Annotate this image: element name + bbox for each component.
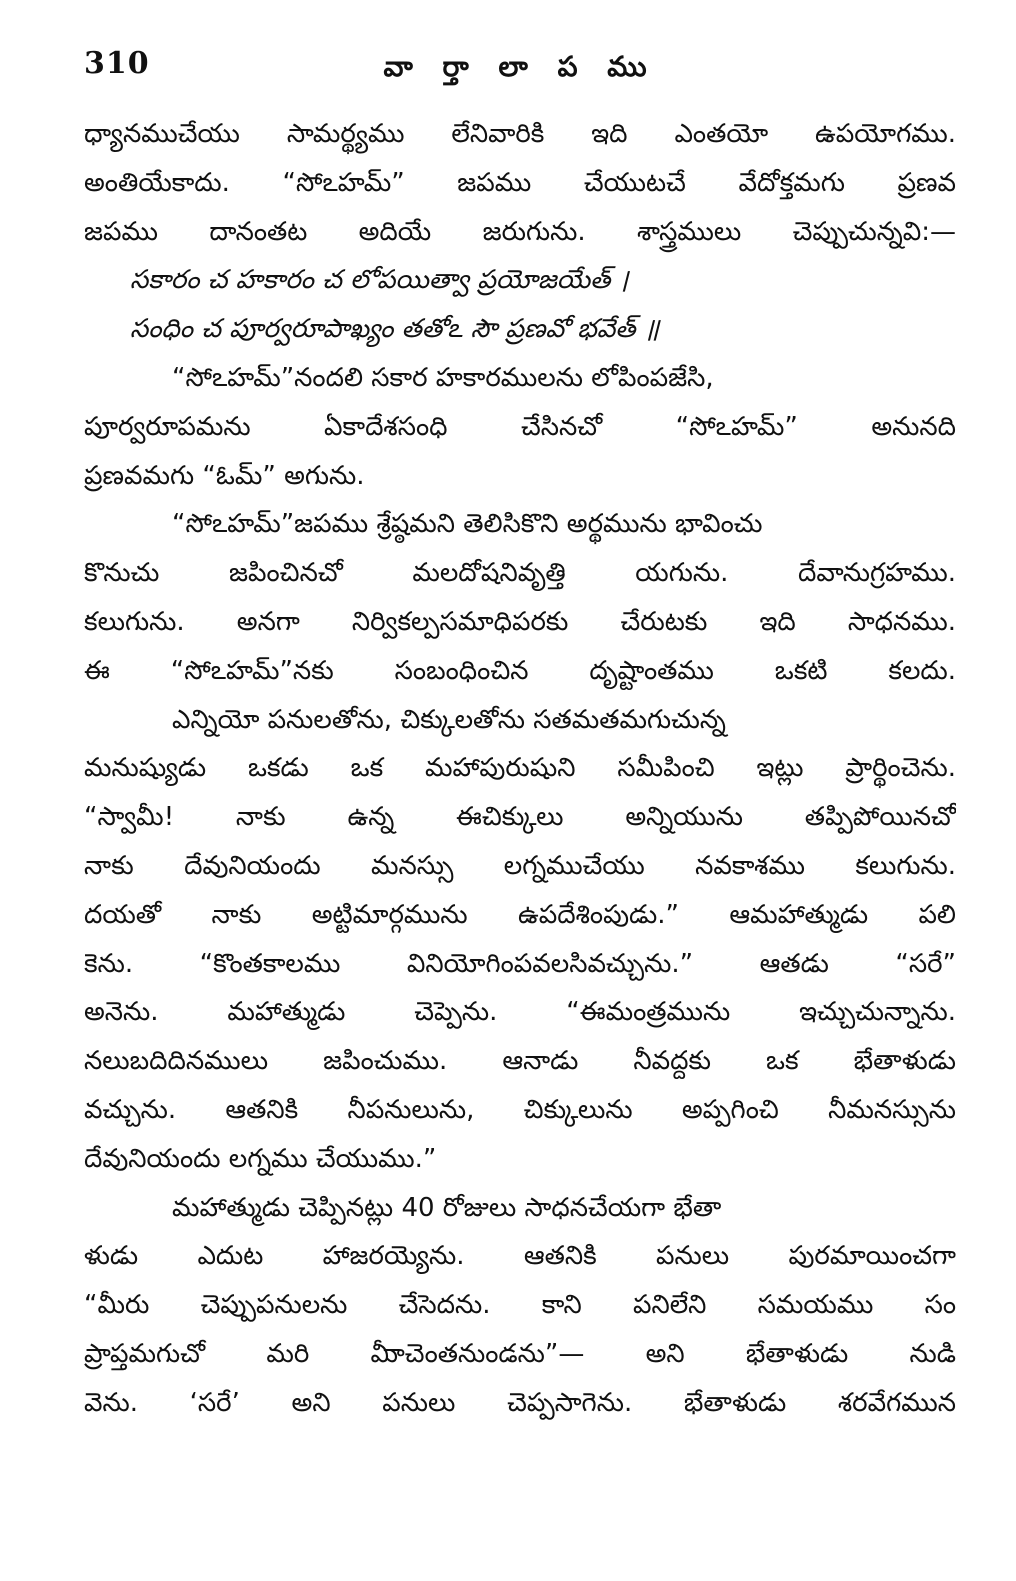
- page-header: [84, 40, 956, 110]
- text-line: నాకు దేవునియందు మనస్సు లగ్నముచేయు నవకాశము కలుగును.: [84, 850, 956, 881]
- text-line: మహాత్ముడు చెప్పినట్లు 40 రోజులు సాధనచేయగా భేతా: [172, 1192, 722, 1223]
- text-line: ప్రాప్తమగుచో మరి మీాచెంతనుండను”— అని భేతాళుడు నుడి: [84, 1338, 956, 1369]
- text-line: జపము దానంతట అదియే జరుగును. శాస్త్రములు చెప్పుచున్నవి:—: [84, 216, 956, 247]
- text-line: ళుడు ఎదుట హాజరయ్యెను. ఆతనికి పనులు పురమాయించగా: [84, 1241, 956, 1272]
- running-title: వా ర్తా లా ప ము: [383, 50, 657, 83]
- text-line: నలుబదిదినములు జపించుము. ఆనాడు నీవద్దకు ఒక భేతాళుడు: [84, 1046, 956, 1077]
- text-line: “సోఽహమ్”నందలి సకార హకారములను లోపింపజేసి,: [172, 362, 714, 393]
- text-line: ధ్యానముచేయు సామర్థ్యము లేనివారికి ఇది ఎంతయో ఉపయోగము.: [84, 119, 956, 149]
- text-line: వచ్చును. ఆతనికి నీపనులును, చిక్కులును అప్పగించి నీమనస్సును: [84, 1094, 956, 1125]
- text-line: “స్వామీ! నాకు ఉన్న ఈచిక్కులు అన్నియును తప్పిపోయినచో: [84, 802, 956, 833]
- verse-line: సంధిం చ పూర్వరూపాఖ్యం తతోఽ సౌ ప్రణవో భవేత్ ॥: [130, 314, 660, 345]
- text-line: దేవునియందు లగ్నము చేయుము.”: [84, 1143, 437, 1174]
- text-line: దయతో నాకు అట్టిమార్గమును ఉపదేశింపుడు.” ఆమహాత్ముడు పలి: [84, 899, 956, 930]
- text-line: కెను. “కొంతకాలము వినియోగింపవలసివచ్చును.” ఆతడు “సరే”: [84, 948, 956, 979]
- text-line: ప్రణవమగు “ఓమ్” అగును.: [84, 460, 365, 491]
- body-text: [84, 110, 956, 1428]
- text-line: అనెను. మహాత్ముడు చెప్పెను. “ఈమంత్రమును ఇచ్చుచున్నాను.: [84, 997, 956, 1028]
- text-line: మనుష్యుడు ఒకడు ఒక మహాపురుషుని సమీపించి ఇట్లు ప్రార్థించెను.: [84, 753, 956, 784]
- text-line: వెను. ‘సరే’ అని పనులు చెప్పసాగెను. భేతాళుడు శరవేగమున: [84, 1387, 956, 1418]
- text-line: పూర్వరూపమను ఏకాదేశసంధి చేసినచో “సోఽహమ్” అనునది: [84, 411, 956, 442]
- text-line: ఈ “సోఽహమ్”నకు సంబంధించిన దృష్టాంతము ఒకటి కలదు.: [84, 655, 956, 686]
- text-line: అంతియేకాదు. “సోఽహమ్” జపము చేయుటచే వేదోక్తమగు ప్రణవ: [84, 167, 956, 198]
- text-line: ఎన్నియో పనులతోను, చిక్కులతోను సతమతమగుచున్న: [172, 704, 726, 735]
- page-number: 310: [84, 46, 150, 81]
- text-line: కొనుచు జపించినచో మలదోషనివృత్తి యగును. దేవానుగ్రహము.: [84, 558, 956, 589]
- text-line: “మీరు చెప్పుపనులను చేసెదను. కాని పనిలేని సమయము సం: [84, 1290, 956, 1321]
- text-line: కలుగును. అనగా నిర్వికల్పసమాధిపరకు చేరుటకు ఇది సాధనము.: [84, 606, 956, 637]
- text-line: “సోఽహమ్”జపము శ్రేష్ఠమని తెలిసికొని అర్థమును భావించు: [172, 509, 763, 540]
- verse-line: సకారం చ హకారం చ లోపయిత్వా ప్రయోజయేత్ ।: [130, 265, 629, 296]
